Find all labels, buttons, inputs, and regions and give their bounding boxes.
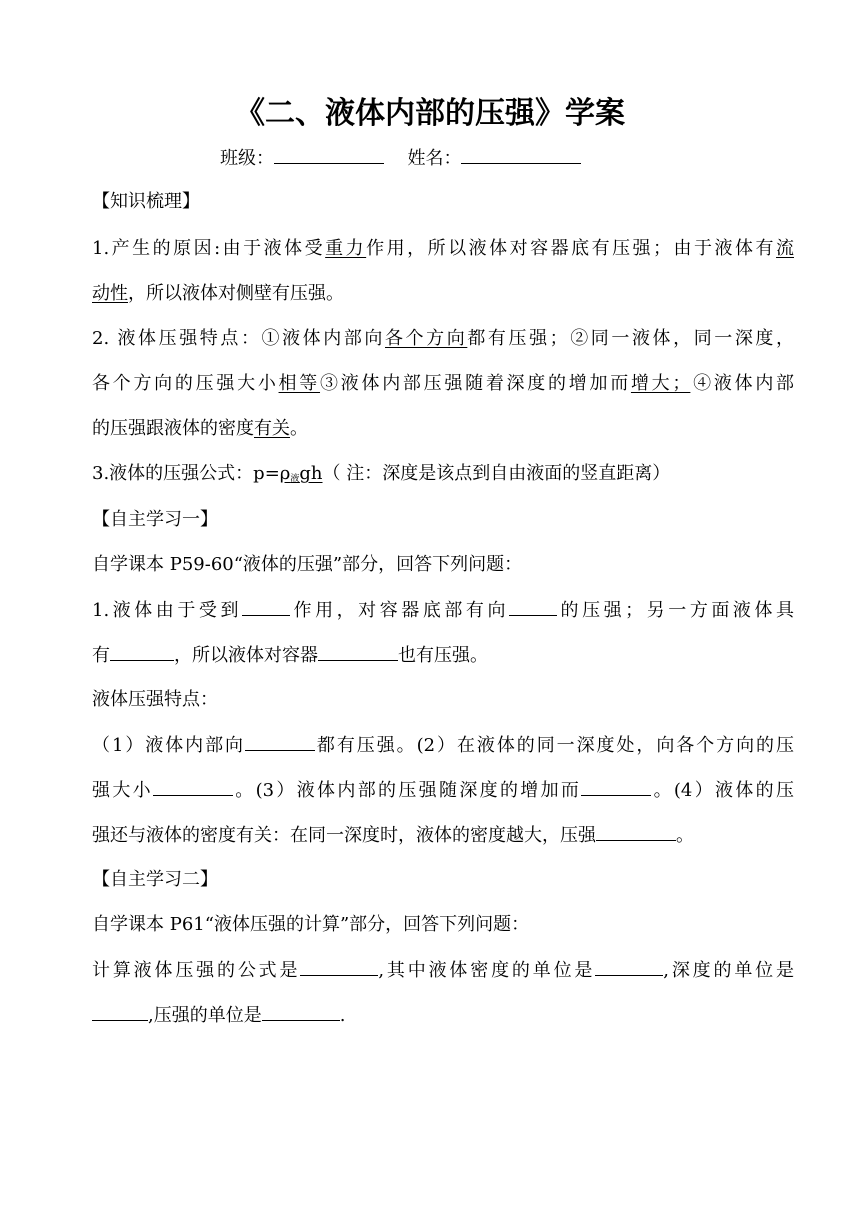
text: 计算液体压强的公式是 (92, 960, 301, 981)
features-line3 (92, 823, 794, 848)
text: 2. 液体压强特点：①液体内部向 (92, 328, 385, 349)
text: 作用，对容器底部有向 (290, 600, 509, 621)
text: 各个方向的压强大小 (92, 373, 279, 394)
answer-related: 有关 (254, 418, 290, 439)
page-title: 《二、液体内部的压强》学案 (235, 96, 625, 131)
student-info (220, 146, 640, 171)
text: 强大小 (92, 780, 153, 801)
fill-blank[interactable] (596, 823, 676, 841)
answer-gravity: 重力 (325, 238, 367, 259)
rho-symbol: ρ (279, 463, 291, 484)
text: 1.产生的原因:由于液体受 (92, 238, 326, 259)
fill-blank[interactable] (581, 778, 651, 796)
fill-blank[interactable] (110, 643, 174, 661)
fill-blank[interactable] (509, 598, 557, 616)
study1-q1-line1 (92, 598, 794, 623)
study2-heading: 【自主学习二】 (92, 869, 218, 890)
fill-blank[interactable] (262, 1003, 340, 1021)
knowledge-p3 (92, 462, 794, 491)
study2-intro: 自学课本 P61“液体压强的计算”部分，回答下列问题： (92, 914, 530, 935)
text: . (339, 1005, 346, 1026)
text: 有 (92, 645, 110, 666)
knowledge-p2-line1 (92, 327, 794, 351)
answer-all-directions: 各个方向 (385, 328, 468, 349)
text: 。 (290, 418, 308, 439)
name-label: 姓名： (407, 148, 462, 169)
answer-fluidity: 流 (776, 238, 794, 259)
knowledge-p1-line1 (92, 237, 794, 261)
text: ，所以液体对容器 (174, 645, 318, 666)
text: 也有压强。 (398, 645, 488, 666)
knowledge-p2-line2 (92, 372, 794, 396)
text: 1.液体由于受到 (92, 600, 242, 621)
text: ，所以液体对侧壁有压强。 (128, 283, 344, 304)
study1-intro: 自学课本 P59-60“液体的压强”部分，回答下列问题： (92, 554, 523, 575)
formula-answer (280, 463, 323, 484)
text: （1）液体内部向 (92, 735, 245, 756)
text: 强还与液体的密度有关：在同一深度时，液体的密度越大，压强 (92, 825, 596, 846)
text: ,深度的单位是 (663, 960, 794, 981)
fill-blank[interactable] (245, 733, 315, 751)
text: 。(3）液体内部的压强随深度的增加而 (232, 780, 582, 801)
features-label: 液体压强特点： (92, 689, 218, 710)
text: 的压强；另一方面液体具 (557, 600, 794, 621)
gh-text: gh (299, 463, 323, 484)
text: ③液体内部压强随着深度的增加而 (320, 373, 631, 394)
answer-fluidity-cont: 动性 (92, 283, 128, 304)
text: 3.液体的压强公式：p= (92, 463, 280, 484)
fill-blank[interactable] (153, 778, 233, 796)
text: ,压强的单位是 (148, 1005, 262, 1026)
fill-blank[interactable] (595, 958, 663, 976)
text: 。 (676, 825, 694, 846)
text: 。(4）液体的压 (651, 780, 794, 801)
liquid-subscript: 液 (290, 474, 300, 484)
fill-blank[interactable] (242, 598, 290, 616)
knowledge-p1-line2 (92, 282, 794, 306)
study2-q-line2 (92, 1003, 794, 1028)
features-line2 (92, 778, 794, 803)
answer-equal: 相等 (278, 373, 321, 394)
study1-q1-line2 (92, 643, 794, 668)
class-blank[interactable] (274, 146, 384, 164)
fill-blank[interactable] (318, 643, 398, 661)
text: （ 注：深度是该点到自由液面的竖直距离） (322, 463, 671, 484)
text: 作用，所以液体对容器底有压强；由于液体有 (366, 238, 777, 259)
class-label: 班级： (220, 148, 274, 169)
knowledge-p2-line3 (92, 417, 794, 441)
features-line1 (92, 733, 794, 758)
text: 都有压强；②同一液体，同一深度， (467, 328, 794, 349)
text: ④液体内部 (690, 373, 794, 394)
answer-increase: 增大； (630, 373, 691, 394)
text: ,其中液体密度的单位是 (378, 960, 596, 981)
study2-q-line1 (92, 958, 794, 983)
study1-heading: 【自主学习一】 (92, 509, 218, 530)
text: 都有压强。(2）在液体的同一深度处，向各个方向的压 (314, 735, 794, 756)
text: 的压强跟液体的密度 (92, 418, 254, 439)
fill-blank[interactable] (300, 958, 378, 976)
name-blank[interactable] (461, 146, 581, 164)
fill-blank[interactable] (92, 1003, 148, 1021)
knowledge-heading: 【知识梳理】 (92, 191, 200, 212)
